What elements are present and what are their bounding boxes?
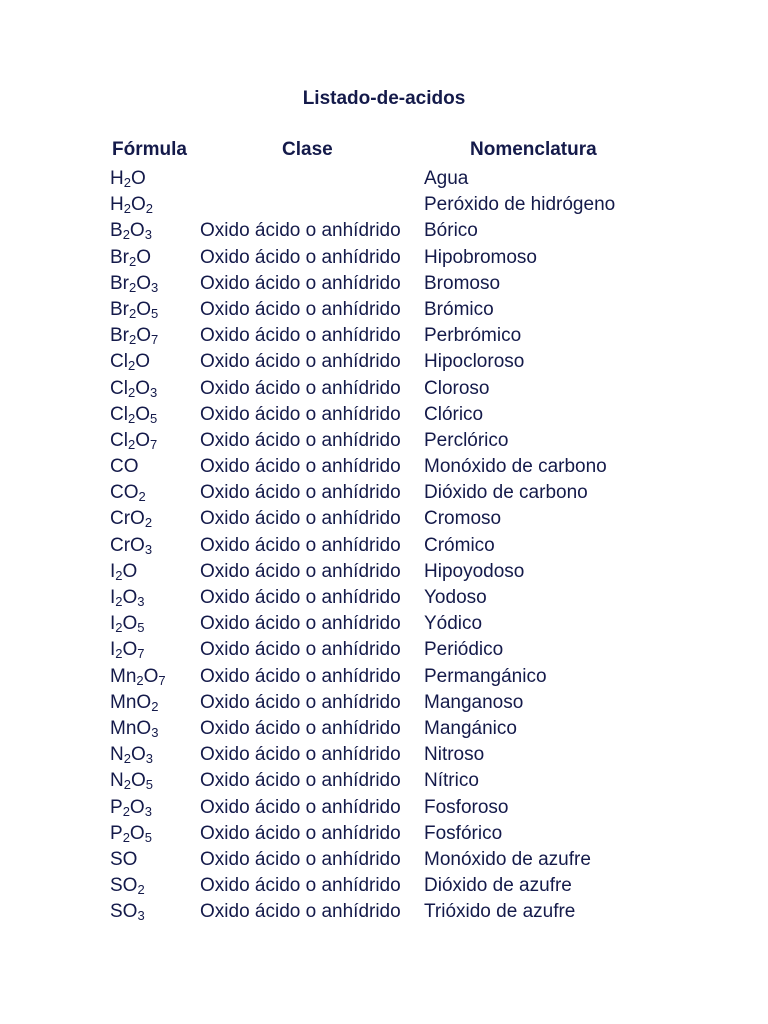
nomenclatura-cell: Manganoso — [424, 691, 524, 713]
formula-cell: $N_2O_5$ — [110, 770, 153, 793]
formula-cell: $Mn_2O_7$ — [110, 665, 166, 688]
table-row — [0, 428, 768, 454]
table-row — [0, 690, 768, 716]
table-row — [0, 899, 768, 925]
formula-cell: $B_2O_3$ — [110, 220, 152, 243]
table-row — [0, 480, 768, 506]
acid-table-body — [0, 166, 768, 925]
nomenclatura-cell: Dióxido de azufre — [424, 875, 572, 897]
nomenclatura-cell: Fosforoso — [424, 796, 509, 818]
formula-cell: $P_2O_5$ — [110, 822, 152, 845]
formula-cell: $I_2O$ — [110, 560, 138, 583]
clase-cell: Oxido ácido o anhídrido — [200, 429, 401, 451]
table-row — [0, 192, 768, 218]
nomenclatura-cell: Monóxido de carbono — [424, 456, 607, 478]
nomenclatura-cell: Peróxido de hidrógeno — [424, 194, 616, 216]
clase-cell: Oxido ácido o anhídrido — [200, 744, 401, 766]
clase-cell: Oxido ácido o anhídrido — [200, 587, 401, 608]
table-row — [0, 768, 768, 794]
clase-cell: Oxido ácido o anhídrido — [200, 613, 401, 635]
table-row — [0, 795, 768, 821]
clase-cell: Oxido ácido o anhídrido — [200, 534, 401, 556]
table-row — [0, 349, 768, 375]
clase-cell: Oxido ácido o anhídrido — [200, 351, 401, 373]
nomenclatura-cell: Clórico — [424, 403, 484, 425]
clase-cell: Oxido ácido o anhídrido — [200, 848, 401, 870]
formula-cell: SO — [110, 848, 138, 870]
nomenclatura-cell: Yodoso — [424, 587, 487, 608]
table-row — [0, 245, 768, 271]
nomenclatura-cell: Hipocloroso — [424, 351, 525, 373]
nomenclatura-cell: Cloroso — [424, 377, 490, 399]
table-row — [0, 454, 768, 480]
table-row — [0, 402, 768, 428]
clase-cell: Oxido ácido o anhídrido — [200, 796, 401, 818]
formula-cell: $Cl_2O_3$ — [110, 377, 158, 400]
formula-cell: $I_2O_3$ — [110, 587, 145, 609]
nomenclatura-cell: Nítrico — [424, 770, 479, 792]
clase-cell: Oxido ácido o anhídrido — [200, 875, 401, 897]
table-row — [0, 585, 768, 611]
table-row — [0, 166, 768, 192]
clase-cell: Oxido ácido o anhídrido — [200, 639, 401, 661]
table-row — [0, 218, 768, 244]
formula-cell: $Br_2O_7$ — [110, 325, 159, 348]
clase-cell: Oxido ácido o anhídrido — [200, 377, 401, 399]
table-row — [0, 821, 768, 847]
table-row — [0, 873, 768, 899]
clase-cell: Oxido ácido o anhídrido — [200, 665, 401, 687]
header-formula: Fórmula — [112, 139, 187, 160]
nomenclatura-cell: Perbrómico — [424, 325, 522, 347]
formula-cell: $N_2O_3$ — [110, 744, 153, 767]
nomenclatura-cell: Yódico — [424, 613, 483, 635]
formula-cell: MnO$_3$ — [110, 717, 159, 740]
clase-cell: Oxido ácido o anhídrido — [200, 691, 401, 713]
formula-cell: $Br_2O_3$ — [110, 272, 159, 295]
nomenclatura-cell: Trióxido de azufre — [424, 901, 576, 923]
table-row — [0, 533, 768, 559]
clase-cell: Oxido ácido o anhídrido — [200, 717, 401, 739]
table-row — [0, 716, 768, 742]
table-row — [0, 297, 768, 323]
table-row — [0, 271, 768, 297]
header-clase: Clase — [282, 139, 333, 160]
nomenclatura-cell: Brómico — [424, 298, 494, 320]
table-row — [0, 611, 768, 637]
clase-cell: Oxido ácido o anhídrido — [200, 272, 401, 294]
nomenclatura-cell: Cromoso — [424, 508, 502, 530]
nomenclatura-cell: Bórico — [424, 220, 478, 242]
table-row — [0, 506, 768, 532]
formula-cell: CO — [110, 456, 139, 478]
nomenclatura-cell: Mangánico — [424, 717, 517, 739]
formula-cell: $Cl_2O_7$ — [110, 429, 158, 452]
clase-cell: Oxido ácido o anhídrido — [200, 220, 401, 242]
table-row — [0, 637, 768, 663]
page-title: Listado-de-acidos — [302, 88, 466, 109]
clase-cell: Oxido ácido o anhídrido — [200, 482, 401, 504]
formula-cell: $Cl_2O$ — [110, 351, 150, 374]
nomenclatura-cell: Fosfórico — [424, 822, 503, 844]
formula-cell: $I_2O_7$ — [110, 639, 145, 662]
clase-cell: Oxido ácido o anhídrido — [200, 298, 401, 320]
nomenclatura-cell: Perclórico — [424, 429, 509, 451]
nomenclatura-cell: Hipobromoso — [424, 246, 537, 268]
clase-cell: Oxido ácido o anhídrido — [200, 822, 401, 844]
clase-cell: Oxido ácido o anhídrido — [200, 770, 401, 792]
table-row — [0, 559, 768, 585]
formula-cell: $Br_2O$ — [110, 246, 152, 269]
nomenclatura-cell: Periódico — [424, 639, 504, 661]
clase-cell: Oxido ácido o anhídrido — [200, 403, 401, 425]
nomenclatura-cell: Agua — [424, 168, 469, 189]
clase-cell: Oxido ácido o anhídrido — [200, 508, 401, 530]
formula-cell: MnO$_2$ — [110, 691, 159, 714]
formula-cell: $H_2O$ — [110, 168, 146, 190]
table-row — [0, 323, 768, 349]
clase-cell: Oxido ácido o anhídrido — [200, 325, 401, 347]
formula-cell: $P_2O_3$ — [110, 796, 152, 819]
clase-cell: Oxido ácido o anhídrido — [200, 560, 401, 582]
formula-cell: $SO_3$ — [110, 901, 145, 924]
table-header — [0, 137, 768, 163]
table-row — [0, 742, 768, 768]
nomenclatura-cell: Monóxido de azufre — [424, 848, 591, 870]
table-row — [0, 376, 768, 402]
formula-cell: CrO$_2$ — [110, 508, 153, 531]
formula-cell: $Br_2O_5$ — [110, 298, 159, 321]
nomenclatura-cell: Nitroso — [424, 744, 485, 766]
formula-cell: $CO_2$ — [110, 482, 146, 505]
nomenclatura-cell: Bromoso — [424, 272, 501, 294]
formula-cell: $Cl_2O_5$ — [110, 403, 158, 426]
formula-cell: $SO_2$ — [110, 875, 145, 898]
nomenclatura-cell: Crómico — [424, 534, 495, 556]
formula-cell: $H_2O_2$ — [110, 194, 153, 217]
nomenclatura-cell: Hipoyodoso — [424, 560, 525, 582]
table-row — [0, 664, 768, 690]
clase-cell: Oxido ácido o anhídrido — [200, 246, 401, 268]
nomenclatura-cell: Dióxido de carbono — [424, 482, 588, 504]
clase-cell: Oxido ácido o anhídrido — [200, 456, 401, 478]
formula-cell: CrO$_3$ — [110, 534, 153, 557]
nomenclatura-cell: Permangánico — [424, 665, 547, 687]
header-nomenclatura: Nomenclatura — [470, 139, 597, 160]
table-row — [0, 847, 768, 873]
formula-cell: $I_2O_5$ — [110, 613, 145, 636]
clase-cell: Oxido ácido o anhídrido — [200, 901, 401, 923]
